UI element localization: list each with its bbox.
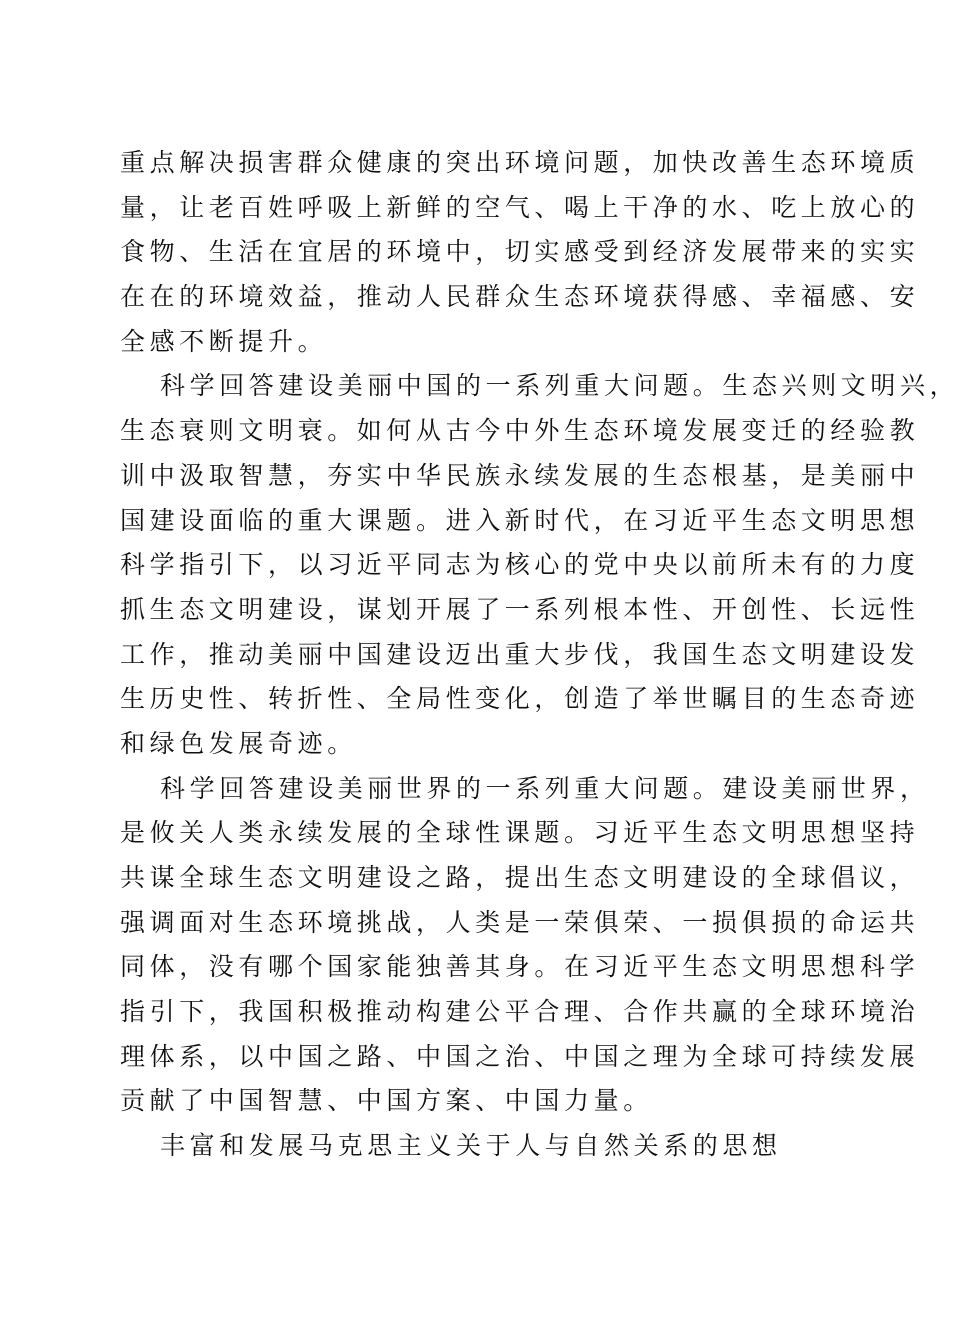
text-line: 全感不断提升。 [120, 326, 328, 356]
text-line: 是攸关人类永续发展的全球性课题。习近平生态文明思想坚持 [120, 818, 920, 848]
text-line: 在在的环境效益，推动人民群众生态环境获得感、幸福感、安 [120, 282, 920, 312]
text-line: 和绿色发展奇迹。 [120, 728, 357, 758]
text-line: 同体，没有哪个国家能独善其身。在习近平生态文明思想科学 [120, 952, 920, 982]
paragraph-first-line: 科学回答建设美丽世界的一系列重大问题。建设美丽世界， [160, 773, 930, 803]
text-line: 贡献了中国智慧、中国方案、中国力量。 [120, 1086, 653, 1116]
text-line: 生历史性、转折性、全局性变化，创造了举世瞩目的生态奇迹 [120, 684, 920, 714]
text-line: 量，让老百姓呼吸上新鲜的空气、喝上干净的水、吃上放心的 [120, 192, 920, 222]
text-line: 指引下，我国积极推动构建公平合理、合作共赢的全球环境治 [120, 997, 920, 1027]
text-line: 科学指引下，以习近平同志为核心的党中央以前所未有的力度 [120, 550, 920, 580]
text-line: 共谋全球生态文明建设之路，提出生态文明建设的全球倡议， [120, 863, 920, 892]
text-line: 国建设面临的重大课题。进入新时代，在习近平生态文明思想 [120, 505, 920, 535]
text-line: 强调面对生态环境挑战，人类是一荣俱荣、一损俱损的命运共 [120, 907, 920, 937]
text-line: 训中汲取智慧，夯实中华民族永续发展的生态根基，是美丽中 [120, 460, 920, 490]
text-line: 抓生态文明建设，谋划开展了一系列根本性、开创性、长远性 [120, 594, 920, 624]
text-line: 工作，推动美丽中国建设迈出重大步伐，我国生态文明建设发 [120, 639, 920, 669]
section-heading: 丰富和发展马克思主义关于人与自然关系的思想 [160, 1131, 782, 1161]
paragraph-first-line: 科学回答建设美丽中国的一系列重大问题。生态兴则文明兴， [160, 371, 959, 401]
document-body [120, 141, 959, 1169]
text-line: 生态衰则文明衰。如何从古今中外生态环境发展变迁的经验教 [120, 416, 920, 446]
text-line: 重点解决损害群众健康的突出环境问题，加快改善生态环境质 [120, 148, 920, 177]
text-line: 食物、生活在宜居的环境中，切实感受到经济发展带来的实实 [120, 237, 920, 267]
text-line: 理体系，以中国之路、中国之治、中国之理为全球可持续发展 [120, 1041, 920, 1071]
